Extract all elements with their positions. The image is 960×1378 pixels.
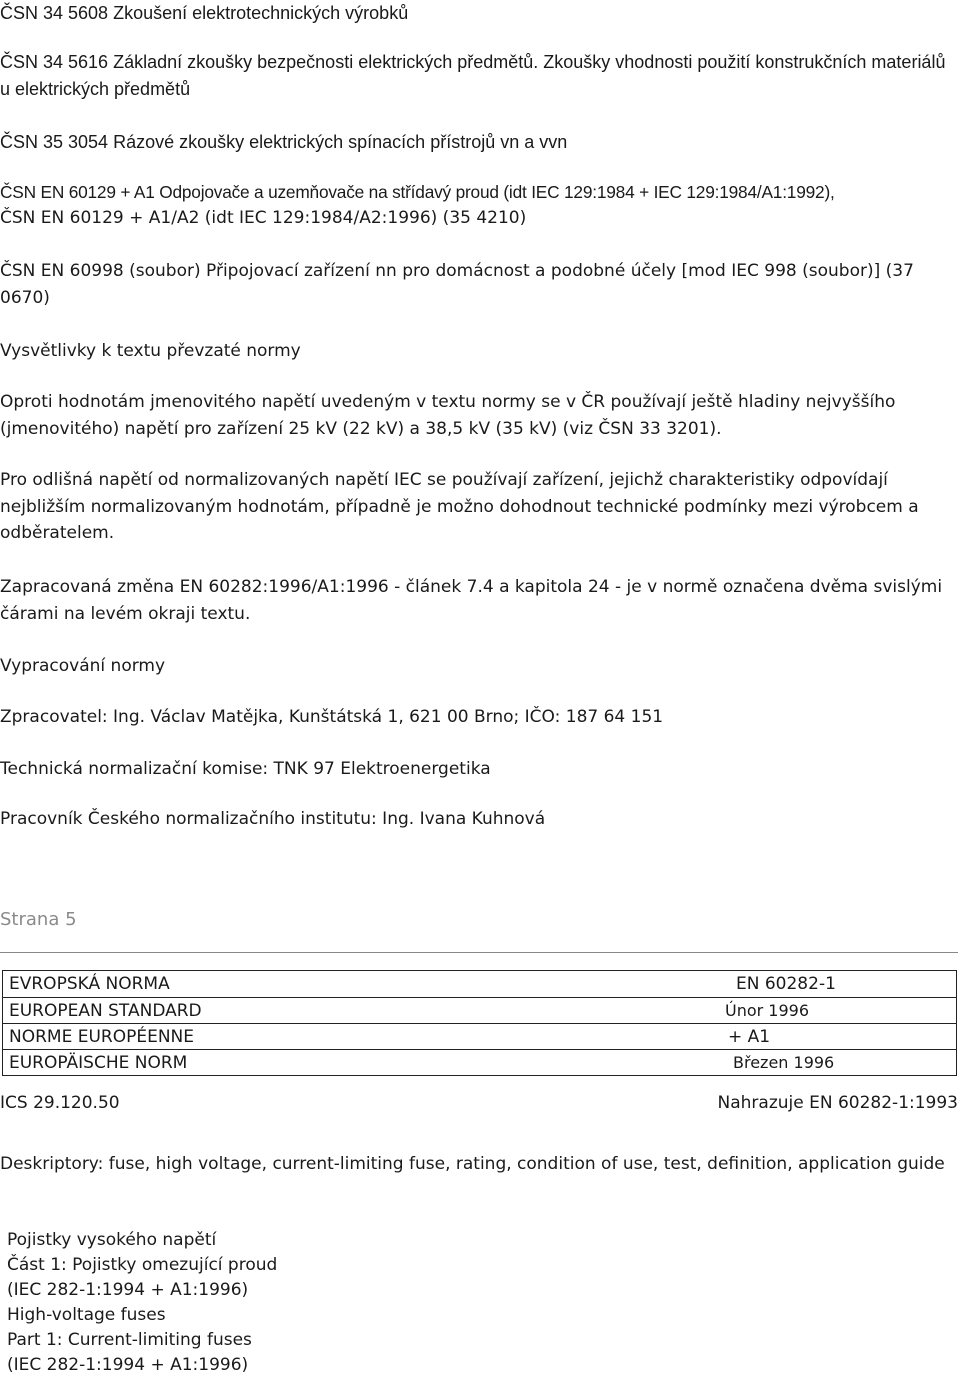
pracovnik-line: Pracovník Českého normalizačního institutu: Ing. Ivana Kuhnová (0, 809, 546, 829)
title-czech: Pojistky vysokého napětí (7, 1230, 217, 1250)
reference-csn-35-3054: ČSN 35 3054 Rázové zkoušky elektrických spínacích přístrojů vn a vvn (0, 132, 568, 152)
paragraph-amendment-note: Zapracovaná změna EN 60282:1996/A1:1996 - článek 7.4 a kapitola 24 - je v normě označena dvěma svislými čárami na levém okraji textu. (0, 577, 943, 624)
paragraph-nonstandard-voltages: Pro odlišná napětí od normalizovaných napětí IEC se používají zařízení, jejichž charakteristiky odpovídají nejbližším normalizovaným hodnotám, případně je možno dohodnout technické podmínky mezi výrobcem a odběratelem. (0, 470, 919, 543)
header-row-europeenne (3, 1024, 956, 1050)
komise-line: Technická normalizační komise: TNK 97 Elektroenergetika (0, 759, 491, 779)
subtitle-czech: Část 1: Pojistky omezující proud (7, 1255, 278, 1275)
standard-number: EN 60282-1 (736, 974, 836, 994)
header-row-evropska (3, 971, 956, 997)
reference-csn-34-5616: ČSN 34 5616 Základní zkoušky bezpečnosti elektrických předmětů. Zkoušky vhodnosti použití konstrukčních materiálů u elektrických předmětů (0, 52, 946, 99)
nahrazuje-line: Nahrazuje EN 60282-1:1993 (717, 1093, 958, 1113)
deskriptory-line: Deskriptory: fuse, high voltage, current-limiting fuse, rating, condition of use, test, definition, application guide (0, 1154, 945, 1174)
header-row-label: EUROPÄISCHE NORM (9, 1053, 188, 1073)
reference-csn-en-60998: ČSN EN 60998 (soubor) Připojovací zařízení nn pro domácnost a podobné účely [mod IEC 998 (soubor)] (37 0670) (0, 261, 914, 308)
header-row-label: NORME EUROPÉENNE (9, 1027, 195, 1047)
vypracovani-heading: Vypracování normy (0, 656, 166, 676)
amendment-date: Březen 1996 (733, 1053, 835, 1072)
standard-header-box (2, 970, 957, 1076)
zpracovatel-line: Zpracovatel: Ing. Václav Matějka, Kunštátská 1, 621 00 Brno; IČO: 187 64 151 (0, 707, 664, 727)
reference-csn-en-60129-a2: ČSN EN 60129 + A1/A2 (idt IEC 129:1984/A2:1996) (35 4210) (0, 208, 527, 228)
standard-date: Únor 1996 (725, 1001, 810, 1020)
header-row-europaische (3, 1050, 956, 1076)
header-row-label: EVROPSKÁ NORMA (9, 974, 170, 994)
reference-csn-34-5608: ČSN 34 5608 Zkoušení elektrotechnických výrobků (0, 3, 409, 23)
iec-reference-english: (IEC 282-1:1994 + A1:1996) (7, 1355, 249, 1375)
ics-code: ICS 29.120.50 (0, 1093, 120, 1113)
vysvetlivky-heading: Vysvětlivky k textu převzaté normy (0, 341, 301, 361)
header-row-european (3, 998, 956, 1024)
header-row-label: EUROPEAN STANDARD (9, 1001, 202, 1021)
subtitle-english: Part 1: Current-limiting fuses (7, 1330, 252, 1350)
iec-reference-czech: (IEC 282-1:1994 + A1:1996) (7, 1280, 249, 1300)
reference-csn-en-60129: ČSN EN 60129 + A1 Odpojovače a uzemňovače na střídavý proud (idt IEC 129:1984 + IEC 129:1984/A1:1992), (0, 182, 835, 202)
page-divider (0, 952, 958, 953)
page-number-label: Strana 5 (0, 909, 77, 930)
paragraph-voltage-levels: Oproti hodnotám jmenovitého napětí uvedeným v textu normy se v ČR používají ještě hladiny nejvyššího (jmenovitého) napětí pro zařízení 25 kV (22 kV) a 38,5 kV (35 kV) (viz ČSN 33 3201). (0, 392, 896, 439)
title-english: High-voltage fuses (7, 1305, 166, 1325)
amendment-label: + A1 (728, 1027, 771, 1047)
standard-title-block (7, 1228, 277, 1378)
